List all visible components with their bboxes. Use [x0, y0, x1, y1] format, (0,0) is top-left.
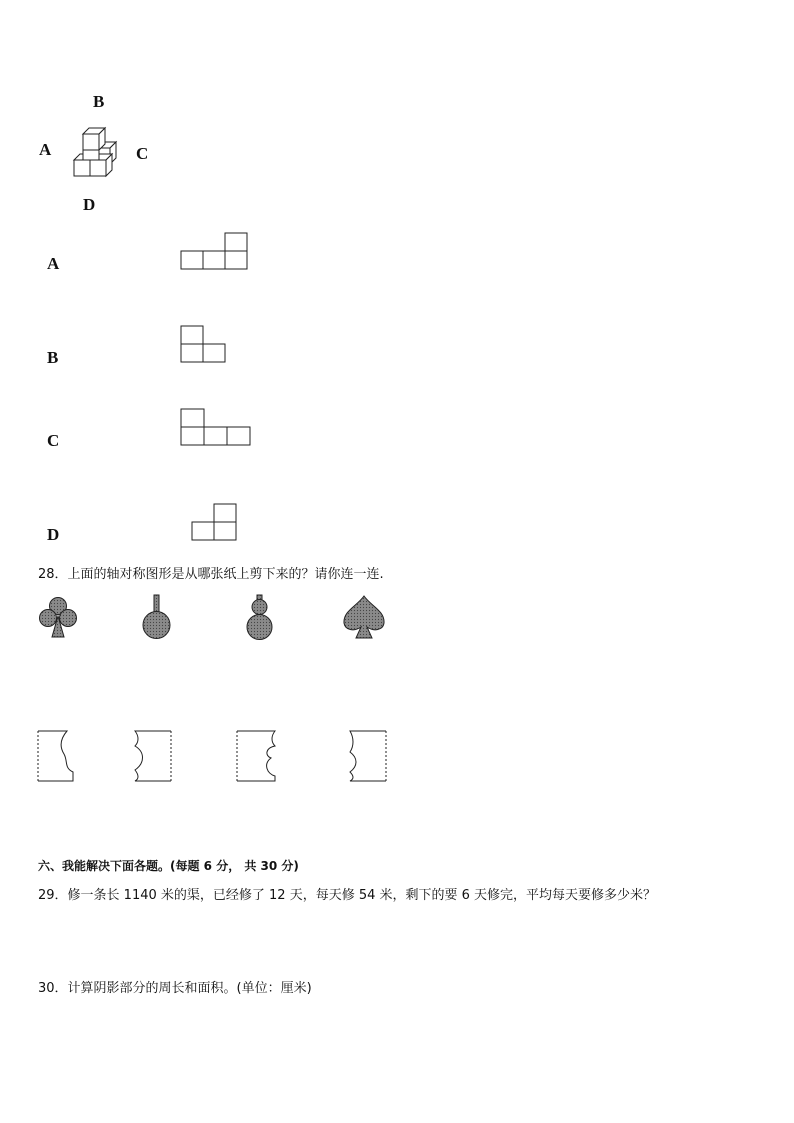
section-6-heading: 六、我能解决下面各题。(每题 6 分， 共 30 分) — [38, 859, 299, 873]
option-c-view — [180, 408, 252, 448]
view-label-bottom: D — [83, 195, 96, 214]
paper-cutout-4 — [345, 730, 389, 784]
option-label-a: A — [47, 254, 60, 273]
question-30: 30．计算阴影部分的周长和面积。(单位：厘米) — [38, 981, 312, 996]
question-28: 28．上面的轴对称图形是从哪张纸上剪下来的？请你连一连. — [38, 567, 384, 582]
club-shape — [38, 596, 80, 640]
spade-shape — [341, 594, 387, 640]
option-a-view — [180, 232, 250, 272]
paper-cutout-3 — [236, 730, 280, 784]
option-label-d: D — [47, 525, 60, 544]
option-label-c: C — [47, 431, 60, 450]
pendant-shape — [140, 594, 174, 642]
cube-stack-figure — [72, 126, 122, 178]
paper-cutout-1 — [37, 730, 79, 784]
view-label-left: A — [39, 140, 52, 159]
gourd-shape — [244, 594, 276, 642]
option-label-b: B — [47, 348, 59, 367]
option-b-view — [180, 325, 228, 365]
paper-cutout-2 — [130, 730, 174, 784]
view-label-top: B — [93, 92, 105, 111]
view-label-right: C — [136, 144, 149, 163]
question-29: 29．修一条长 1140 米的渠，已经修了 12 天，每天修 54 米，剩下的要 6 天修完，平均每天要修多少米？ — [38, 888, 657, 903]
option-d-view — [191, 503, 239, 543]
